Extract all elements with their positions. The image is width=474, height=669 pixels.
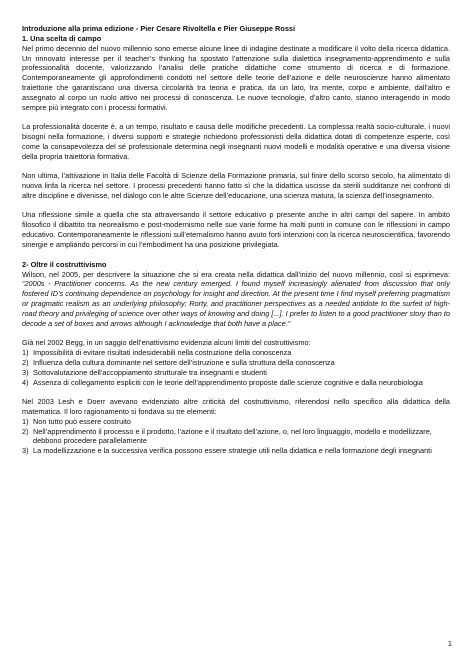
begg-list [22, 348, 450, 387]
wilson-paragraph [22, 270, 450, 329]
wilson-quote: “2000s - Practitioner concerns. As the new century emerged. I found myself increasingly alienated from discussion that only fostered ID’s continuing dependence on psychology for insight and direction. At the present time I find myself preferring pragmatism or pragmatic realism as an underlying philosophy; Rorty, and practitioner perspectives as a needed antidote to the surfeit of high-road theory and privileging of science over other ways of knowing and doing [...]. I prefer to listen to a good practitioner story than to decode a set of boxes and arrows although I acknowledge that both have a place.” [22, 279, 450, 328]
document-title: Introduzione alla prima edizione - Pier Cesare Rivoltella e Pier Giuseppe Rossi [22, 24, 296, 33]
section-1-paragraph-1: Nel primo decennio del nuovo millennio sono emerse alcune linee di indagine destinate a modificare il volto della ricerca didattica. Un rinnovato interesse per il teacher’s thinking ha spostato l’attenzione sulla dialettica insegnamento-apprendimento e sulla professionalità docente, valorizzando l’analisi delle pratiche didattiche come strumento di ricerca e di formazione. Contemporaneamente gli approfondimenti condotti nel settore delle teorie dell’azione e delle neuroscienze hanno alimentato traiettorie che garantiscano una diversa circolarità tra teoria e pratica, da un lato, tra mente, corpo e ambiente, dall’altro e assegnato al corpo un ruolo attivo nei processi di conoscenza. Le nuove tecnologie, d’altro canto, stanno interagendo in modo sempre più integrato con i processi formativi. [22, 43, 450, 112]
section-1-heading: 1. Una scelta di campo [22, 33, 102, 43]
document-body [22, 24, 450, 456]
page-number: 1 [447, 639, 452, 648]
list-item [22, 368, 450, 378]
list-item-number: 4) [22, 377, 29, 387]
section-1-paragraph-2: La professionalità docente è, a un tempo, risultato e causa delle modifiche precedenti. La complessa realtà socio-culturale, i nuovi bisogni nella formazione, i diversi supporti e strategie richiedono professionisti della didattica dotati di competenze esperte, così come la consapevolezza del sé professionale determina negli insegnanti nuovi modelli e modalità operative e una diversa visione della propria traiettoria formativa. [22, 122, 450, 161]
list-item-number: 1) [22, 348, 29, 357]
section-1-paragraph-3: Non ultima, l’attivazione in Italia delle Facoltà di Scienze della Formazione primaria, sul finire dello scorso secolo, ha alimentato di nuova linfa la ricerca nel settore. I processi precedenti hanno fatto sì che la didattica uscisse da sterili sudditanze nei confronti di altre discipline e divenisse, nel dialogo con le altre Scienze dell’educazione, una scienza matura, la scienza dell’insegnamento. [22, 171, 450, 200]
list-item-number: 2) [22, 426, 29, 436]
list-item [22, 417, 450, 427]
list-item-number: 3) [22, 367, 29, 377]
list-item [22, 427, 450, 447]
list-item-text: Non tutto può essere costruito [33, 416, 131, 426]
lesh-doerr-intro: Nel 2003 Lesh e Doerr avevano evidenziato altre criticità del costruttivismo, riferendosi nello specifico alla didattica della matematica. Il loro ragionamento si fondava su tre elementi: [22, 396, 450, 416]
list-item [22, 348, 450, 358]
lesh-doerr-list [22, 417, 450, 456]
list-item-text: Impossibilità di evitare risultati indesiderabili nella costruzione della conoscenza [33, 348, 292, 357]
list-item-text: Assenza di collegamento espliciti con le teorie dell’apprendimento proposte dalle scienze cognitive e dalla neurobiologia [33, 377, 423, 387]
list-item-number: 1) [22, 416, 29, 426]
list-item-text: Influenza della cultura dominante nel settore dell’istruzione e sulla struttura della conoscenza [33, 357, 335, 367]
begg-intro: Già nel 2002 Begg, in un saggio dell’enattivismo evidenzia alcuni limiti del costruttivismo: [22, 338, 311, 348]
section-2-heading: 2- Oltre il costruttivismo [22, 259, 107, 269]
list-item [22, 446, 450, 456]
list-item [22, 358, 450, 368]
list-item-text: Sottovalutazione dell’accoppiamento strutturale tra insegnanti e studenti [33, 367, 267, 377]
wilson-intro: Wilson, nel 2005, per descrivere la situazione che si era creata nella didattica dall’inizio del nuovo millennio, così si esprimeva: [22, 269, 450, 279]
list-item-number: 3) [22, 446, 29, 456]
list-item [22, 378, 450, 388]
list-item-text: La modellizzazione e la successiva verifica possono essere strategie utili nella didattica e nella formazione degli insegnanti [33, 446, 432, 456]
section-1-paragraph-4: Una riflessione simile a quella che sta attraversando il settore educativo p presente anche in altri campi del sapere. In ambito filosofico il dibattito tra neorealismo e post-modernismo nelle sue varie forme ha molti punti in comune con le riflessioni in campo educativo. Contemporaneamente le riflessioni sull’eternalismo hanno avuto forti intenzioni con la ricerca neuroscientifica, favorendo sinergie e ampliando percorsi in cui l’embodiment ha una posizione privilegiata. [22, 210, 450, 249]
list-item-text: Nell’apprendimento il processo e il prodotto, l’azione e il risultato dell’azione, o, nel loro linguaggio, modello e modellizzare, debbono procedere parallelamente [33, 426, 432, 446]
list-item-number: 2) [22, 357, 29, 367]
